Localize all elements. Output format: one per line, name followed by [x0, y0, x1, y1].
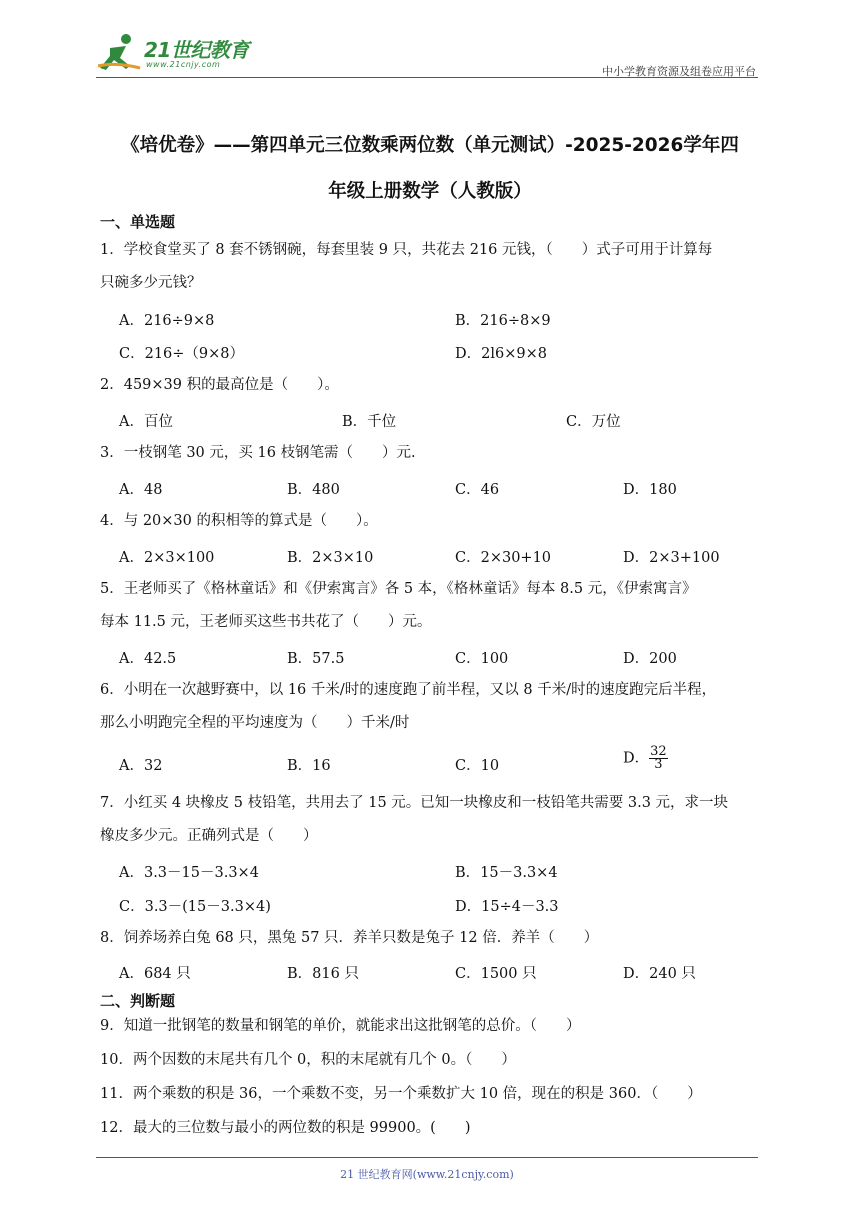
question-text: 那么小明跑完全程的平均速度为（ ）千米/时 [100, 715, 410, 731]
q5-option-a[interactable]: A．42.5 [119, 651, 177, 667]
q5-option-c[interactable]: C．100 [455, 651, 509, 667]
question-text: 3．一枝钢笔 30 元，买 16 枝钢笔需（ ）元. [100, 445, 416, 461]
q8-option-c[interactable]: C．1500 只 [455, 966, 537, 982]
question-4 [100, 505, 764, 538]
q4-option-c[interactable]: C．2×30+10 [455, 550, 552, 566]
question-text: 5．王老师买了《格林童话》和《伊索寓言》各 5 本，《格林童话》每本 8.5 元，《伊索寓言》 [100, 581, 697, 597]
section-heading-single-choice: 一、单选题 [100, 213, 176, 231]
q8-option-b[interactable]: B．816 只 [287, 966, 359, 982]
q2-option-b[interactable]: B．千位 [342, 414, 397, 430]
q6-option-c[interactable]: C．10 [455, 758, 500, 774]
q2-option-a[interactable]: A．百位 [119, 414, 173, 430]
question-text: 7．小红买 4 块橡皮 5 枝铅笔，共用去了 15 元。已知一块橡皮和一枝铅笔共需要 3.3 元，求一块 [100, 795, 729, 811]
q3-option-b[interactable]: B．480 [287, 482, 340, 498]
footer-site-link[interactable]: 21 世纪教育网(www.21cnjy.com) [340, 1168, 514, 1181]
fraction-denominator: 3 [654, 757, 663, 772]
question-text: 1．学校食堂买了 8 套不锈钢碗，每套里装 9 只，共花去 216 元钱，（ ）式子可用于计算每 [100, 242, 713, 258]
q8-option-a[interactable]: A．684 只 [119, 966, 191, 982]
q3-option-a[interactable]: A．48 [119, 482, 163, 498]
page-header [96, 30, 758, 78]
question-text: 橡皮多少元。正确列式是（ ） [100, 828, 318, 844]
question-1 [100, 234, 764, 300]
question-9: 9．知道一批钢笔的数量和钢笔的单价，就能求出这批钢笔的总价。（ ） [100, 1018, 581, 1034]
q4-option-b[interactable]: B．2×3×10 [287, 550, 374, 566]
question-text: 4．与 20×30 的积相等的算式是（ ）。 [100, 513, 378, 529]
q7-option-d[interactable]: D．15÷4－3.3 [455, 899, 559, 915]
question-5 [100, 573, 764, 639]
question-10: 10．两个因数的末尾共有几个 0，积的末尾就有几个 0。（ ） [100, 1052, 516, 1068]
q1-option-c[interactable]: C．216÷（9×8） [119, 346, 245, 362]
logo-url: www.21cnjy.com [146, 60, 221, 69]
q1-option-b[interactable]: B．216÷8×9 [455, 313, 551, 329]
footer-divider [96, 1157, 758, 1158]
q8-option-d[interactable]: D．240 只 [623, 966, 696, 982]
section-heading-true-false: 二、判断题 [100, 992, 176, 1010]
q4-option-d[interactable]: D．2×3+100 [623, 550, 720, 566]
q7-option-c[interactable]: C．3.3－(15－3.3×4) [119, 899, 271, 915]
q2-option-c[interactable]: C．万位 [566, 414, 621, 430]
q6-option-b[interactable]: B．16 [287, 758, 331, 774]
question-11: 11．两个乘数的积是 36，一个乘数不变，另一个乘数扩大 10 倍，现在的积是 360．（ ） [100, 1086, 702, 1102]
q6-option-d[interactable] [623, 746, 668, 771]
q1-option-d[interactable]: D．2l6×9×8 [455, 346, 547, 362]
q5-option-d[interactable]: D．200 [623, 651, 677, 667]
question-text: 每本 11.5 元，王老师买这些书共花了（ ）元。 [100, 614, 432, 630]
fraction-numerator: 32 [650, 744, 667, 759]
question-8 [100, 922, 764, 955]
option-label: D． [623, 750, 650, 767]
question-text: 只碗多少元钱？ [100, 275, 202, 291]
logo-text: 21世纪教育 [144, 38, 249, 62]
question-text: 2．459×39 积的最高位是（ ）。 [100, 377, 339, 393]
fraction [649, 746, 668, 771]
page-title-line-1: 《培优卷》——第四单元三位数乘两位数（单元测试）-2025-2026学年四 [121, 135, 739, 156]
q7-option-b[interactable]: B．15－3.3×4 [455, 865, 558, 881]
site-logo[interactable] [96, 30, 266, 76]
q5-option-b[interactable]: B．57.5 [287, 651, 345, 667]
question-text: 6．小明在一次越野赛中，以 16 千米/时的速度跑了前半程，又以 8 千米/时的速度跑完后半程， [100, 682, 717, 698]
runner-logo-icon [96, 32, 142, 74]
q4-option-a[interactable]: A．2×3×100 [119, 550, 215, 566]
question-3 [100, 437, 764, 470]
q3-option-d[interactable]: D．180 [623, 482, 677, 498]
question-12: 12．最大的三位数与最小的两位数的积是 99900。( ) [100, 1120, 471, 1136]
q6-option-a[interactable]: A．32 [119, 758, 163, 774]
q1-option-a[interactable]: A．216÷9×8 [119, 313, 215, 329]
q7-option-a[interactable]: A．3.3－15－3.3×4 [119, 865, 259, 881]
page-title-line-2: 年级上册数学（人教版） [328, 181, 532, 202]
header-divider [96, 77, 758, 78]
question-text: 8．饲养场养白兔 68 只，黑兔 57 只．养羊只数是兔子 12 倍．养羊（ ） [100, 930, 599, 946]
question-7 [100, 787, 764, 853]
q3-option-c[interactable]: C．46 [455, 482, 500, 498]
question-2 [100, 369, 764, 402]
header-platform-text: 中小学教育资源及组卷应用平台 [602, 65, 756, 78]
question-6 [100, 674, 764, 740]
